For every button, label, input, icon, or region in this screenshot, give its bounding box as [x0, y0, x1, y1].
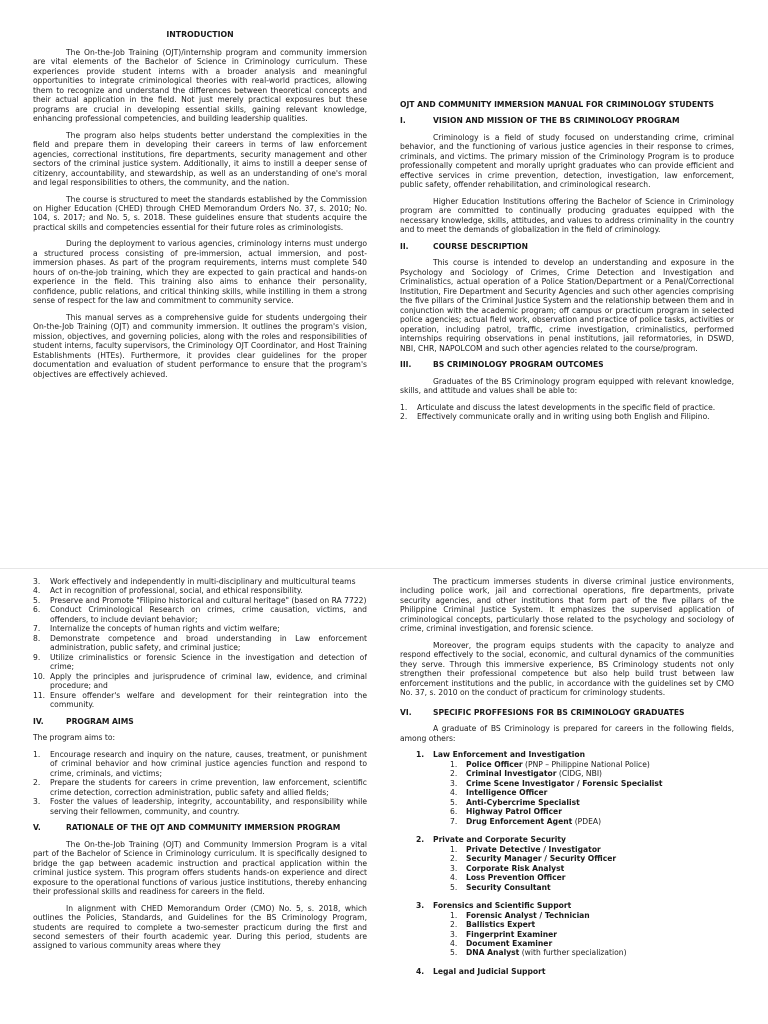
career-item: [400, 807, 734, 816]
list-number: 4.: [416, 966, 425, 976]
list-text: Work effectively and independently in multi-disciplinary and multicultural teams: [50, 577, 356, 586]
career-title: Private Detective / Investigator: [466, 844, 601, 854]
list-number: 2.: [400, 412, 408, 422]
section-heading-vision-mission: [400, 116, 734, 125]
list-number: 1.: [33, 749, 41, 759]
career-title: Security Manager / Security Officer: [466, 854, 617, 864]
list-text: Internalize the concepts of human rights and victim welfare;: [50, 624, 280, 634]
career-title: Security Consultant: [466, 882, 551, 892]
list-number: 2.: [450, 854, 458, 864]
list-number: 7.: [450, 816, 458, 826]
career-title: Loss Prevention Officer: [466, 873, 566, 883]
career-title: DNA Analyst: [466, 948, 520, 958]
section-title: BS CRIMINOLOGY PROGRAM OUTCOMES: [433, 360, 604, 370]
career-note: (with further specialization): [519, 948, 627, 958]
list-text: Conduct Criminological Research on crimes, crime causation, victims, and offenders, to include deviant behavior;: [50, 605, 367, 624]
program-aims-list: [33, 750, 367, 816]
career-group-legal-judicial: [400, 967, 734, 976]
list-number: 3.: [416, 901, 425, 911]
page-2-right-column: [400, 577, 734, 1023]
career-title: Intelligence Officer: [466, 788, 548, 798]
list-number: 2.: [450, 920, 458, 930]
list-text: Encourage research and inquiry on the nature, causes, treatment, or punishment of criminal behavior and how criminal justice agencies function and respond to crime, criminals, and victims;: [50, 749, 367, 778]
page-2-left-column: [33, 577, 367, 1023]
list-number: 3.: [33, 797, 41, 807]
list-number: 10.: [33, 671, 46, 681]
list-text: Preserve and Promote "Filipino historical and cultural heritage" (based on RA 7722): [50, 595, 367, 605]
career-item: [400, 920, 734, 929]
list-text: Demonstrate competence and broad understanding in Law enforcement administration, public safety, and criminal justice;: [50, 633, 367, 653]
career-group-heading: [400, 967, 734, 976]
list-text: Articulate and discuss the latest developments in the specific field of practice.: [417, 402, 716, 412]
section-number: V.: [33, 823, 41, 833]
intro-paragraph: During the deployment to various agencies, criminology interns must undergo a structured process consisting of pre-immersion, actual immersion, and post-immersion phases. As part of the program requirements, interns must complete 540 hours of on-the-job training, which they are expected to gain practical and hands-on experience in the field. This training also aims to enhance their personality, confidence, public relations, and critical thinking skills, while instilling in them a strong sense of respect for the law and commitment to community service.: [33, 239, 367, 306]
list-number: 3.: [450, 863, 458, 873]
career-group-heading: [400, 750, 734, 759]
career-group-title: Private and Corporate Security: [433, 835, 566, 845]
list-number: 2.: [450, 769, 458, 779]
career-item: [400, 788, 734, 797]
career-title: Police Officer: [466, 759, 523, 769]
page-1-left-column: [33, 30, 367, 564]
program-outcomes-list: [400, 403, 734, 422]
list-number: 4.: [450, 938, 458, 948]
list-number: 6.: [33, 605, 41, 615]
list-item: [33, 577, 367, 586]
career-group-forensics: [400, 901, 734, 958]
career-title: Drug Enforcement Agent: [466, 816, 573, 826]
section-heading-specific-professions: [400, 708, 734, 717]
list-number: 4.: [450, 788, 458, 798]
body-paragraph: This course is intended to develop an understanding and exposure in the Psychology and Sociology of Crimes, Crime Detection and Investigation and Criminalistics, actual operation of a Police Station/Department or a Penal/Correctional Institution, Fire Department and Security Agencies and such other agencies comprising the five pillars of the Criminal Justice System and the relationship between them and in conjunction with the academic program; off campus or practicum program in selected police agencies; actual field work, observation and practice of police tasks, activities or operation, including patrol, traffic, crime investigation, criminalistics, performed internships requiring observations in penal institutions, jail reformatories, in DSWD, NBI, CHR, NAPOLCOM and such other agencies related to the course/program.: [400, 258, 734, 353]
list-number: 3.: [450, 778, 458, 788]
list-text: Utilize criminalistics or forensic Science in the investigation and detection of crime;: [50, 652, 367, 672]
list-item: [33, 797, 367, 816]
body-paragraph: Higher Education Institutions offering the Bachelor of Science in Criminology program are committed to continually producing graduates equipped with the necessary knowledge, skills, attitudes, and values to address criminality in the country and to meet the demands of globalization in the field of criminology.: [400, 196, 734, 235]
list-item: [33, 586, 367, 595]
career-title: Anti-Cybercrime Specialist: [466, 797, 580, 807]
section-title: SPECIFIC PROFFESIONS FOR BS CRIMINOLOGY GRADUATES: [433, 707, 685, 717]
manual-title: OJT AND COMMUNITY IMMERSION MANUAL FOR CRIMINOLOGY STUDENTS: [400, 100, 715, 109]
body-paragraph: Graduates of the BS Criminology program equipped with relevant knowledge, skills, and attitude and values shall be able to:: [400, 376, 734, 396]
body-paragraph: Criminology is a field of study focused on understanding crime, criminal behavior, and the functioning of various justice agencies in their response to crimes, criminals, and victims. The primary mission of the Criminology Program is to produce professionally competent and morally upright graduates who can provide efficient and effective services in crime prevention, detection, investigation, law enforcement, public safety, offender rehabilitation, and criminological research.: [400, 132, 734, 190]
career-title: Criminal Investigator: [466, 769, 557, 779]
career-title: Forensic Analyst / Technician: [466, 910, 590, 920]
list-number: 2.: [416, 835, 425, 845]
list-number: 5.: [450, 882, 458, 892]
introduction-title: INTRODUCTION: [166, 30, 234, 39]
list-item: [33, 750, 367, 778]
career-note: (PNP – Philippine National Police): [522, 759, 650, 769]
career-title: Highway Patrol Officer: [466, 807, 562, 817]
list-number: 1.: [450, 759, 458, 769]
body-paragraph: Moreover, the program equips students with the capacity to analyze and respond effectively to the social, economic, and cultural dynamics of the communities they serve. Through this immersive experience, BS Criminology students not only strengthen their professional competence but also help build trust between law enforcement institutions and the public, in accordance with the guidelines set by CMO No. 37, s. 2010 on the conduct of practicum for criminology students.: [400, 640, 734, 698]
list-number: 5.: [450, 797, 458, 807]
career-group-title: Law Enforcement and Investigation: [433, 750, 585, 760]
career-item: [400, 769, 734, 778]
list-item: [33, 605, 367, 624]
career-group-title: Forensics and Scientific Support: [433, 901, 572, 911]
intro-paragraph: The On-the-Job Training (OJT)/internship program and community immersion are vital elements of the Bachelor of Science in Criminology curriculum. These experiences provide student interns with a broader analysis and meaningful opportunities to integrate criminological theories with real-world practices, allowing them to recognize and understand the differences between theoretical concepts and their actual application in the field. Not just merely practical exposures but these programs are crucial in developing essential skills, gaining relevant knowledge, enhancing professional competencies, and building leadership qualities.: [33, 47, 367, 124]
body-paragraph: In alignment with CHED Memorandum Order (CMO) No. 5, s. 2018, which outlines the Policies, Standards, and Guidelines for the BS Criminology Program, students are required to complete a two-semester practicum during the first and second semesters of their fourth academic year. During this period, students are assigned to various community areas where they: [33, 903, 367, 951]
career-group-heading: [400, 835, 734, 844]
list-number: 1.: [416, 750, 425, 760]
career-item: [400, 817, 734, 826]
career-item: [400, 939, 734, 948]
list-item: [33, 624, 367, 633]
career-group-private-security: [400, 835, 734, 892]
section-title: COURSE DESCRIPTION: [433, 241, 528, 251]
career-title: Crime Scene Investigator / Forensic Specialist: [466, 778, 663, 788]
list-number: 2.: [33, 778, 41, 788]
list-number: 3.: [33, 577, 41, 586]
list-number: 1.: [400, 402, 408, 412]
career-group-title: Legal and Judicial Support: [433, 966, 546, 976]
body-paragraph: A graduate of BS Criminology is prepared for careers in the following fields, among others:: [400, 724, 734, 743]
program-outcomes-list-continued: [33, 577, 367, 710]
career-item: [400, 930, 734, 939]
list-text: Apply the principles and jurisprudence of criminal law, evidence, and criminal procedure; and: [50, 671, 367, 691]
career-group-law-enforcement: [400, 750, 734, 826]
list-number: 4.: [33, 586, 41, 596]
section-number: I.: [400, 116, 406, 126]
intro-paragraph: The course is structured to meet the standards established by the Commission on Higher Education (CHED) through CHED Memorandum Orders No. 37, s. 2010; No. 104, s. 2017; and No. 5, s. 2018. These guidelines ensure that students acquire the practical skills and competencies essential for their future roles as criminologists.: [33, 194, 367, 232]
body-paragraph: The On-the-Job Training (OJT) and Community Immersion Program is a vital part of the Bachelor of Science in Criminology curriculum. It is specifically designed to bridge the gap between academic instruction and practical application within the criminal justice system. This program offers students hands-on experience and direct exposure to the operational functions of various justice institutions, thereby enhancing their professional skills and readiness for careers in the field.: [33, 839, 367, 897]
intro-paragraph: This manual serves as a comprehensive guide for students undergoing their On-the-Job Training (OJT) and community immersion. It outlines the program's vision, mission, objectives, and governing policies, along with the roles and responsibilities of student interns, faculty supervisors, the Criminology OJT Coordinator, and Host Training Establishments (HTEs). Furthermore, it provides clear guidelines for the proper documentation and evaluation of student performance to ensure that the program's objectives are effectively achieved.: [33, 312, 367, 379]
career-item: [400, 883, 734, 892]
career-note: (PDEA): [572, 816, 602, 826]
career-item: [400, 911, 734, 920]
document-page-2: [0, 568, 768, 1024]
list-text: Effectively communicate orally and in writing using both English and Filipino.: [417, 412, 710, 422]
career-note: (CIDG, NBI): [556, 769, 603, 779]
list-number: 1.: [450, 844, 458, 854]
section-heading-course-description: [400, 242, 734, 251]
career-group-heading: [400, 901, 734, 910]
list-text: Foster the values of leadership, integrity, accountability, and responsibility while serving their fellowmen, community, and country.: [50, 797, 367, 816]
career-title: Ballistics Expert: [466, 920, 536, 930]
list-number: 11.: [33, 690, 46, 700]
list-item: [33, 596, 367, 605]
body-paragraph: The program aims to:: [33, 733, 116, 743]
list-text: Act in recognition of professional, social, and ethical responsibility.: [50, 586, 303, 596]
list-item: [400, 412, 734, 421]
career-item: [400, 798, 734, 807]
list-item: [33, 672, 367, 691]
section-number: VI.: [400, 707, 412, 717]
career-item: [400, 873, 734, 882]
section-number: IV.: [33, 716, 44, 726]
section-heading-program-aims: [33, 717, 367, 726]
body-paragraph: The practicum immerses students in diverse criminal justice environments, including police work, jail and correctional operations, fire departments, private security agencies, and other institutions that form part of the five pillars of the Philippine Criminal Justice System. It emphasizes the supervised application of criminological concepts, particularly those related to the psychology and sociology of crime, criminal investigation, and forensic science.: [400, 577, 734, 634]
list-number: 9.: [33, 652, 41, 662]
career-title: Document Examiner: [466, 938, 553, 948]
intro-paragraph: The program also helps students better understand the complexities in the field and prepare them in developing their careers in terms of law enforcement agencies, correctional institutions, fire departments, security management and other sectors of the criminal justice system. Additionally, it aims to instill a deeper sense of citizenry, accountability, and stewardship, as well as an understanding of one's moral and legal responsibilities to others, the community, and the nation.: [33, 130, 367, 188]
page-1-right-column: [400, 100, 734, 560]
list-item: [400, 403, 734, 412]
list-number: 4.: [450, 873, 458, 883]
career-item: [400, 854, 734, 863]
section-title: PROGRAM AIMS: [66, 716, 134, 726]
list-number: 8.: [33, 633, 41, 643]
section-heading-rationale: [33, 823, 367, 832]
section-number: II.: [400, 241, 409, 251]
list-number: 1.: [450, 910, 458, 920]
list-text: Ensure offender's welfare and development for their reintegration into the community.: [50, 690, 367, 710]
career-item: [400, 948, 734, 957]
list-item: [33, 634, 367, 653]
list-item: [33, 778, 367, 797]
career-title: Fingerprint Examiner: [466, 929, 558, 939]
list-number: 6.: [450, 807, 458, 817]
career-item: [400, 779, 734, 788]
career-item: [400, 845, 734, 854]
list-item: [33, 691, 367, 710]
list-number: 7.: [33, 624, 41, 634]
career-item: [400, 864, 734, 873]
list-item: [33, 653, 367, 672]
list-text: Prepare the students for careers in crime prevention, law enforcement, scientific crime detection, correction administration, public safety and allied fields;: [50, 778, 367, 797]
career-item: [400, 760, 734, 769]
section-title: RATIONALE OF THE OJT AND COMMUNITY IMMERSION PROGRAM: [66, 823, 341, 833]
section-title: VISION AND MISSION OF THE BS CRIMINOLOGY PROGRAM: [433, 116, 680, 126]
list-number: 5.: [33, 595, 41, 605]
section-number: III.: [400, 360, 412, 370]
section-heading-program-outcomes: [400, 360, 734, 369]
list-number: 5.: [450, 948, 458, 958]
list-number: 3.: [450, 929, 458, 939]
career-title: Corporate Risk Analyst: [466, 863, 565, 873]
